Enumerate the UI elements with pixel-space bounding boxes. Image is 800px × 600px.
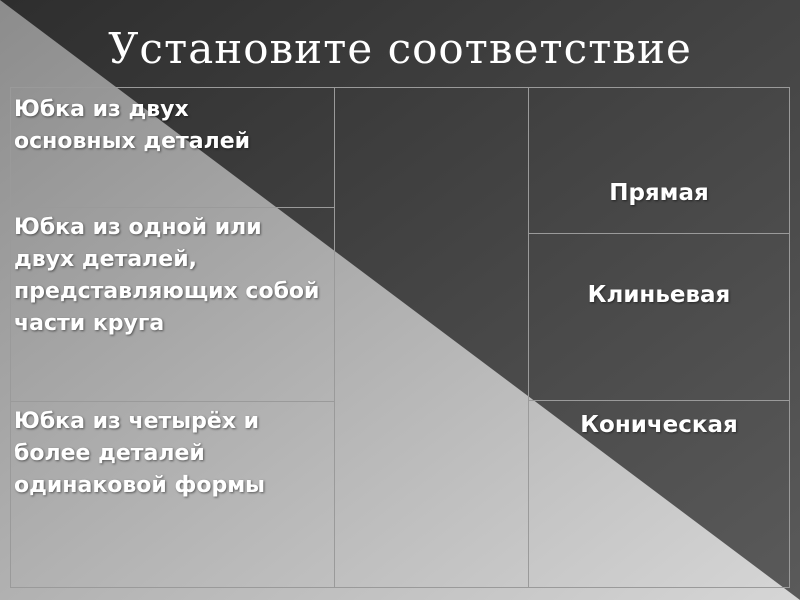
right-cell-1 (528, 87, 790, 234)
skirt-description-3: Юбка из четырёх и более деталей одинаковой формы (14, 409, 266, 498)
right-cell-2 (528, 233, 790, 401)
skirt-type-1: Прямая (609, 180, 709, 206)
middle-answer-column (334, 87, 529, 588)
page-title: Установите соответствие (108, 24, 692, 73)
skirt-type-3: Коническая (580, 412, 738, 438)
skirt-description-2: Юбка из одной или двух деталей, представляющих собой части круга (14, 215, 320, 336)
skirt-description-1: Юбка из двух основных деталей (14, 97, 251, 154)
skirt-type-2: Клиньевая (587, 282, 731, 308)
